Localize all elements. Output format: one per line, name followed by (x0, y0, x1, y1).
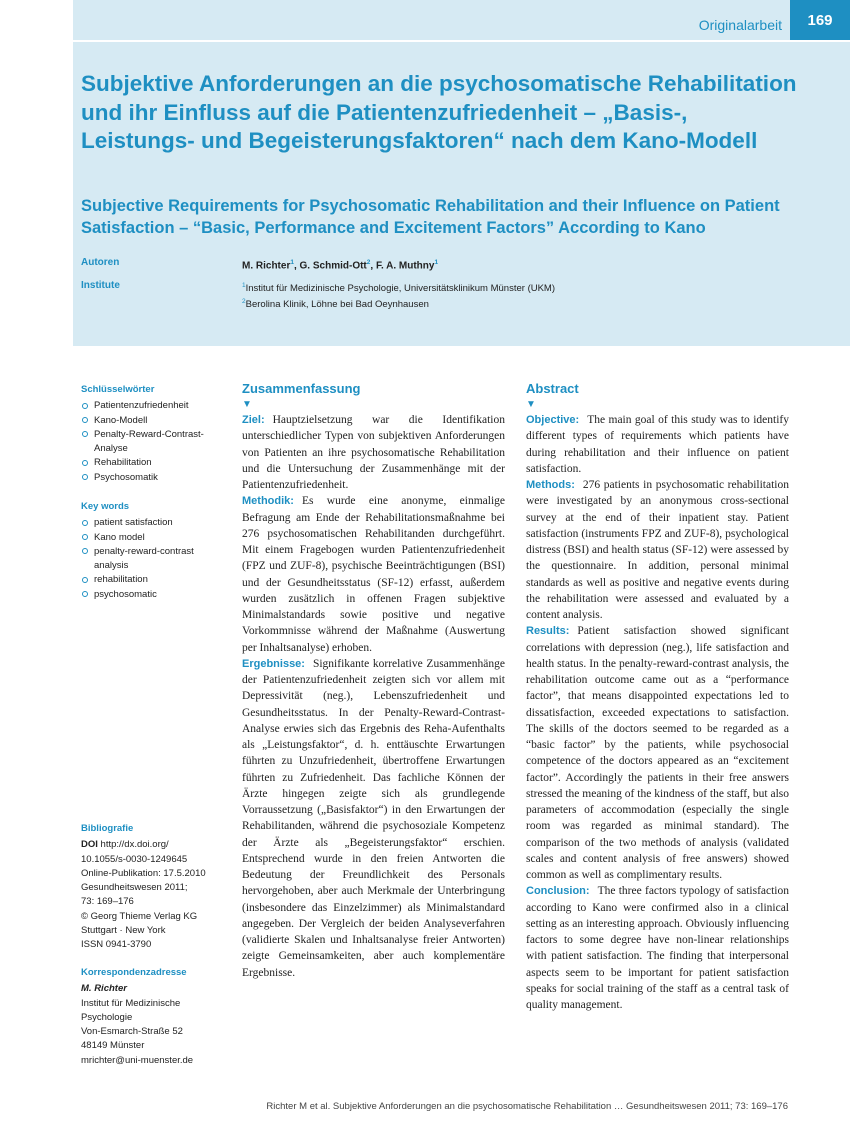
institute-number: 2 (242, 297, 246, 305)
keywords-english (81, 500, 221, 602)
section-text: The three factors typology of satisfaction according to Kano were confirmed also in a clinical setting as an interesting approach. Obviously influencing factors to some degree have non-linear relationships with patient satisfaction. The finding that interpersonal aspects seem to be important for patient satisfaction speaks for social training of the staff as a central task of quality management. (526, 885, 789, 1011)
abstract-section (526, 477, 789, 623)
institute-text: Berolina Klinik, Löhne bei Bad Oeynhausen (245, 298, 429, 310)
section-label: Results: (526, 625, 570, 638)
institute-number: 1 (242, 282, 246, 289)
keyword-item: penalty-reward-contrast analysis (81, 545, 221, 574)
doi-label: DOI (81, 839, 98, 851)
keyword-item: Patientenzufriedenheit (81, 399, 221, 413)
authors-list (242, 257, 762, 273)
section-label: Originalarbeit (698, 17, 782, 33)
abstract-english-heading: Abstract (526, 381, 579, 396)
institute-line (242, 280, 762, 296)
author-affiliation: 1 (434, 259, 439, 266)
abstract-german (242, 380, 505, 981)
bibliography (81, 822, 221, 953)
section-label: Methods: (526, 479, 575, 491)
bibliography-heading: Bibliografie (81, 823, 134, 834)
keywords-german-heading: Schlüsselwörter (81, 384, 155, 395)
institutes-label: Institute (81, 280, 120, 291)
abstract-section (242, 412, 505, 493)
address-line: Von-Esmarch-Straße 52 (81, 1026, 183, 1038)
institutes-list (242, 280, 762, 311)
author-name: M. Richter (242, 260, 291, 272)
keywords-english-heading: Key words (81, 501, 130, 512)
correspondence (81, 966, 221, 1068)
abstract-section (526, 412, 789, 477)
doi-line (81, 838, 221, 852)
keyword-item: psychosomatic (81, 588, 221, 602)
section-text: Hauptzielsetzung war die Identifikation unterschiedlicher Typen von subjektiven Anforderungen von Patienten an ihre psychosomatische Rehabilitation und die Untersuchung der Zusammenhänge mit der Patientenzufriedenheit. (242, 414, 505, 491)
keyword-item: Penalty-Reward-Contrast-Analyse (81, 428, 221, 457)
keywords-english-list (81, 516, 221, 602)
title-german: Subjektive Anforderungen an die psychosomatische Rehabilitation und ihr Einfluss auf die Patientenzufriedenheit – „Basis-, Leistungs- und Begeisterungsfaktoren“ nach dem Kano-Modell (81, 71, 797, 153)
issn: ISSN 0941-3790 (81, 939, 152, 951)
institute-line (242, 296, 762, 312)
section-text: 276 patients in psychosomatic rehabilitation were investigated by an anonymous cross-sectional survey at the end of their inpatient stay. Patient satisfaction (instruments FPZ and ZUF-8), psychological distress (BSI) and health status (SF-12) were assessed by the questionnaire. In addition, personal minimal standards as well as positive and negative events during the rehabilitation were assessed and evaluated by a content analysis. (526, 479, 789, 621)
keywords-german-list (81, 399, 221, 485)
keywords-german (81, 383, 221, 485)
institute-text: Institut für Medizinische Psychologie, Universitätsklinikum Münster (UKM) (245, 283, 556, 295)
authors-label: Autoren (81, 257, 120, 268)
abstract-section (242, 656, 505, 981)
author-affiliation: 1 (290, 259, 294, 266)
publisher-city: Stuttgart · New York (81, 925, 166, 937)
author-name: F. A. Muthny (375, 260, 435, 272)
keyword-item: Kano model (81, 531, 221, 545)
doi-id: 10.1055/s-0030-1249645 (81, 853, 188, 865)
section-text: Es wurde eine anonyme, einmalige Befragung am Ende der Rehabilitationsmaßnahme bei 276 psychosomatischen Rehabilitanden durchgeführt. Mit einem Fragebogen wurden Patientenzufriedenheit (FPZ und ZUF-8), psychische Beeinträchtigungen (BSI) und der Gesundheitsstatus (SF-12) erfasst, außerdem wurden zusätzlich in offenen Fragen subjektive Minimalstandards sowie positive und negative Vorkommnisse während der Maßnahme (Auswertung per Inhaltsanalyse) erhoben. (242, 495, 505, 654)
section-text: Signifikante korrelative Zusammenhänge der Patientenzufriedenheit zeigten sich vor allem mit Depressivität (neg.), Lebenszufriedenheit und Gesundheitsstatus. In der Penalty-Reward-Contrast-Analyse erwies sich das Ergebnis des Reha-Aufenthalts als „Leistungsfaktor“, d. h. enttäuschte Erwartungen führten zu Unzufriedenheit, übertroffene Erwartungen führten zu Zufriedenheit. Das fachliche Können der Ärzte hingegen zeigte sich als grundlegende Vorraussetzung („Basisfaktor“) in den Erwartungen der Rehabilitanden, während die psychosoziale Kompetenz der Ärzte als „Begeisterungsfaktor“ erschien. Entsprechend wurde in den freien Antworten die Bedeutung der Freundlichkeit des Personals hervorgehoben, aber auch Merkmale der Unterbringung (insbesondere das Einzelzimmer) als Minimalstandard angegeben. Der Vergleich der beiden Analyseverfahren (validierte Skalen und Inhaltsanalyse freier Antworten) zeigte Gemeinsamkeiten, aber auch komplementäre Ergebnisse. (242, 657, 505, 979)
section-text: Patient satisfaction showed significant correlations with depression (neg.), life satisfaction and health status. In the penalty-reward-contrast analysis, the rehabilitation outcome came out as a “performance factor”, that means disappointed expectations led to dissatisfaction, exceeded expectations to satisfaction. The skills of the doctors seemed to be regarded as a “basic factor” by the patients, while psychosocial competence of the doctors appeared as an “excitement factor”. Accordingly the patients in their free answers stressed the meaning of the kindness of the staff, but also parameters of accommodation (especially the single room was regarded as minimal standard). The comparison of the two methods of analysis (validated scales and content analysis of free answers) showed common as well as complimentary results. (526, 625, 789, 881)
author-separator: , (370, 260, 376, 272)
page-footer: Richter M et al. Subjektive Anforderungen an die psychosomatische Rehabilitation … Gesundheitswesen 2011; 73: 169–176 (266, 1101, 788, 1112)
abstract-section (526, 623, 789, 883)
journal: Gesundheitswesen 2011; (81, 882, 188, 894)
address-line: Institut für Medizinische (81, 997, 181, 1009)
abstract-section (526, 883, 789, 1013)
online-date: Online-Publikation: 17.5.2010 (81, 867, 206, 879)
section-label: Methodik: (242, 495, 294, 508)
email-link[interactable]: mrichter@uni-muenster.de (81, 1054, 194, 1066)
author-affiliation: 2 (366, 259, 371, 266)
section-label: Ergebnisse: (242, 657, 305, 670)
section-text: The main goal of this study was to identify different types of requirements which patients have during rehabilitation and their influence on patient satisfaction. (526, 414, 789, 475)
keyword-item: patient satisfaction (81, 516, 221, 530)
doi-link[interactable]: http://dx.doi.org/ (100, 839, 169, 851)
header-rule (73, 40, 850, 42)
title-english: Subjective Requirements for Psychosomatic Rehabilitation and their Influence on Patient Satisfaction – “Basic, Performance and Excitement Factors” According to Kano (81, 197, 780, 237)
triangle-marker-icon: ▼ (526, 399, 536, 410)
page-number: 169 (790, 0, 850, 40)
section-label: Objective: (526, 414, 580, 426)
address-line: 48149 Münster (81, 1040, 145, 1052)
abstract-section (242, 493, 505, 656)
address-line: Psychologie (81, 1011, 133, 1023)
author-separator: , (293, 260, 300, 272)
abstract-german-heading: Zusammenfassung (242, 381, 361, 396)
correspondence-heading: Korrespondenzadresse (81, 967, 187, 978)
publisher: © Georg Thieme Verlag KG (81, 910, 198, 922)
keyword-item: Kano-Modell (81, 414, 221, 428)
correspondence-name: M. Richter (81, 983, 127, 995)
section-label: Ziel: (242, 414, 265, 426)
author-name: G. Schmid-Ott (299, 260, 367, 272)
keyword-item: Psychosomatik (81, 471, 221, 485)
abstract-english (526, 380, 789, 1013)
section-label: Conclusion: (526, 885, 590, 898)
volume-pages: 73: 169–176 (81, 896, 134, 908)
keyword-item: rehabilitation (81, 573, 221, 587)
triangle-marker-icon: ▼ (242, 399, 252, 410)
keyword-item: Rehabilitation (81, 456, 221, 470)
